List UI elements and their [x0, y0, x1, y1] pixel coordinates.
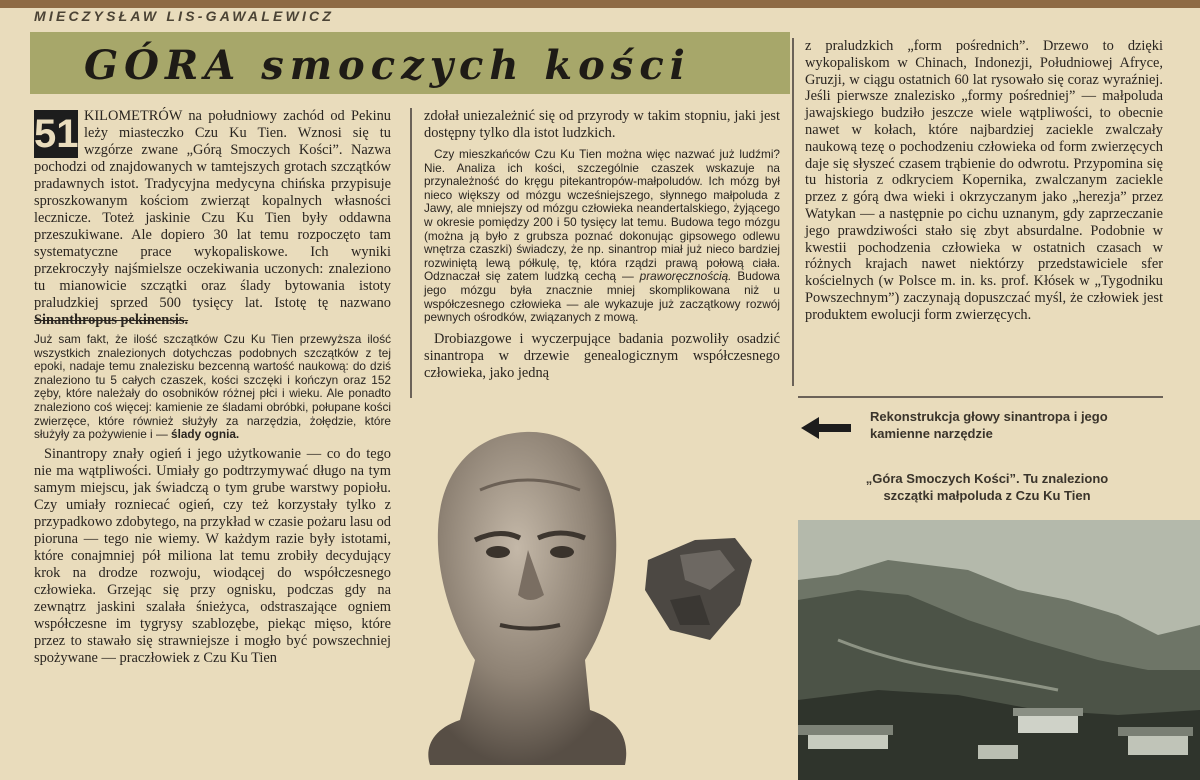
col3-paragraph: z praludzkich „form pośrednich”. Drzewo to dzięki wykopaliskom w Chinach, Indonezji, Południowej Afryce, Gruzji, w ciągu ostatnich 60 lat rysowało się coraz wyraźniej. Jeśli pierwsze znalezisko „formy pośredniej” — małpoluda jawajskiego budziło jeszcze wiele wątpliwości, to obecnie nawet w kołach, które najbardziej zaciekle zwalczały naukową tezę o pochodzeniu człowieka od form zwierzęcych daje się słyszeć czasem trąbienie do odwrotu. Przypomina się tu historia z odkryciem Kopernika, zwalczanym zaciekle przez z górą dwa wieki i okrzyczanym jako „herezja” przez Watykan — a następnie po cichu uznanym, gdy zaprzeczanie jego prawdziwości stało się zbyt absurdalne. Podobnie w kwestii pochodzenia człowieka w ostatnich czasach w różnych krajach nawet niektórzy przedstawiciele sfer kościelnych (w Polsce m. in. ks. prof. Kłósek w „Tygodniku Powszechnym”) zaczynają dopuszczać myśl, że człowiek jest produktem ewolucji form zwierzęcych.	[805, 38, 1163, 323]
fire-text: Sinantropy znały ogień i jego użytkowanie — co do tego nie ma wątpliwości. Umiały go podtrzymywać długo na tym samym miejscu, jak świadczą o tym grube warstwy popiołu. Czy umiały rozniecać ogień, czy też korzystały tylko z przypadkowo zdobytego, na przykład w czasie pożaru lasu od pioruna — tego nie wiemy. W każdym razie były istotami, które conajmniej pół miliona lat temu zrobiły decydujący krok na drodze rozwoju, wiodącej do współczesnego człowieka. Grzejąc się przy ognisku, podczas gdy na zewnątrz jaskini szalała śnieżyca, odstraszające ogniem współczesne im tygrysy szablozębe, piekąc mięso, które przez to stawało się strawniejsze i mogło być powszechniej spożywane — praczłowiek z Czu Ku Tien	[34, 445, 391, 666]
col2-inset-text: Czy mieszkańców Czu Ku Tien można więc nazwać już ludźmi? Nie. Analiza ich kości, szczególnie czaszek wskazuje na przynależność do kręgu pitekantropów-małpoludów. Ich mózg był nieco większy od mózgu wcześniejszego, słynnego małpoluda z Jawy, ale mniejszy od mózgu człowieka neandertalskiego, żyjącego w okresie pomiędzy 200 i 50 tysięcy lat temu. Budowa tego mózgu (można ją było z grubsza poznać dokonując gipsowego odlewu wnętrza czaszki) świadczy, że np. sinantrop miał już nieco bardziej rozwiniętą lewą półkulę, tę, która rządzi prawą połową ciała. Odznaczał się zatem ludzką cechą —	[424, 147, 780, 284]
col2-paragraph-3: Drobiazgowe i wyczerpujące badania pozwoliły osadzić sinantropa w drzewie genealogicznym współczesnego człowieka, jako jedną	[424, 330, 780, 381]
article-column-3	[805, 38, 1163, 324]
species-name: Sinanthropus pekinensis.	[34, 312, 189, 328]
author-byline: MIECZYSŁAW LIS-GAWALEWICZ	[34, 8, 335, 24]
drop-number: 51	[34, 112, 79, 156]
top-color-band	[0, 0, 1200, 8]
col2-paragraph-1: zdołał uniezależnić się od przyrody w takim stopniu, jaki jest dostępny tylko dla istot ludzkich.	[424, 108, 780, 141]
col2-inset-paragraph	[424, 148, 780, 325]
inset-bold-text: ślady ognia.	[171, 427, 240, 442]
col2-italic-text: praworęcznością.	[639, 269, 732, 284]
lead-paragraph	[34, 108, 391, 329]
inset-text: Już sam fakt, że ilość szczątków Czu Ku Tien przewyższa ilość wszystkich znalezionych dotychczas podobnych szczątków z tej epoki, nadaje temu znalezisku bezcenną wartość naukową: do dziś znaleziono tu 5 całych czaszek, kości szczęki i kończyn oraz 152 zęby, które należały do osobników różnej płci i wieku. Ale ponadto znaleziono coś więcej: kamienie ze śladami obróbki, połupane kości zwierzęce, które również służyły za narzędzia, żołędzie, które służyły za pożywienie i —	[34, 332, 391, 442]
column-divider-2	[792, 38, 794, 386]
sinanthropus-bust-image	[420, 420, 635, 765]
bust-caption: Rekonstrukcja głowy sinantropa i jego kamienne narzędzie	[870, 409, 1108, 441]
col2-inset-text-2: Budowa jego mózgu była znacznie mniej skomplikowana niż u współczesnego człowieka — ale wykazuje już zaczątkowy rozwój pewnych ośrodków, związanych z mową.	[424, 269, 780, 325]
photo-caption: „Góra Smoczych Kości”. Tu znaleziono szczątki małpoluda z Czu Ku Tien	[865, 471, 1109, 503]
fire-paragraph	[34, 446, 391, 667]
article-title: GÓRA smoczych kości	[84, 42, 691, 89]
inset-paragraph	[34, 333, 391, 442]
column-3-bottom-rule	[798, 396, 1163, 398]
arrow-left-icon	[801, 417, 851, 439]
article-column-1	[34, 108, 391, 667]
lead-text: KILOMETRÓW na południowy zachód od Pekinu leży miasteczko Czu Ku Tien. Wznosi się tu wzgórze zwane „Górą Smoczych Kości”. Nazwa pochodzi od znajdowanych w tamtejszych grotach szczątków pradawnych istot. Tradycyjna medycyna chińska przypisuje sproszkowanym kościom zwierząt kopalnych własności lecznicze. Toteż jaskinie Czu Ku Tien były oddawna przeszukiwane. Ale dopiero 30 lat temu rozpoczęto tam systematyczne prace wykopaliskowe. Ich wyniki przekroczyły najśmielsze oczekiwania uczonych: znaleziono tu mianowicie szczątki oraz ślady bytowania istoty praludzkiej sprzed 500 tysięcy lat. Istotę tę nazwano	[34, 108, 391, 311]
column-divider-1	[410, 108, 412, 398]
stone-tool-image	[640, 530, 755, 645]
landscape-photo	[798, 520, 1200, 780]
article-column-2	[424, 108, 780, 382]
